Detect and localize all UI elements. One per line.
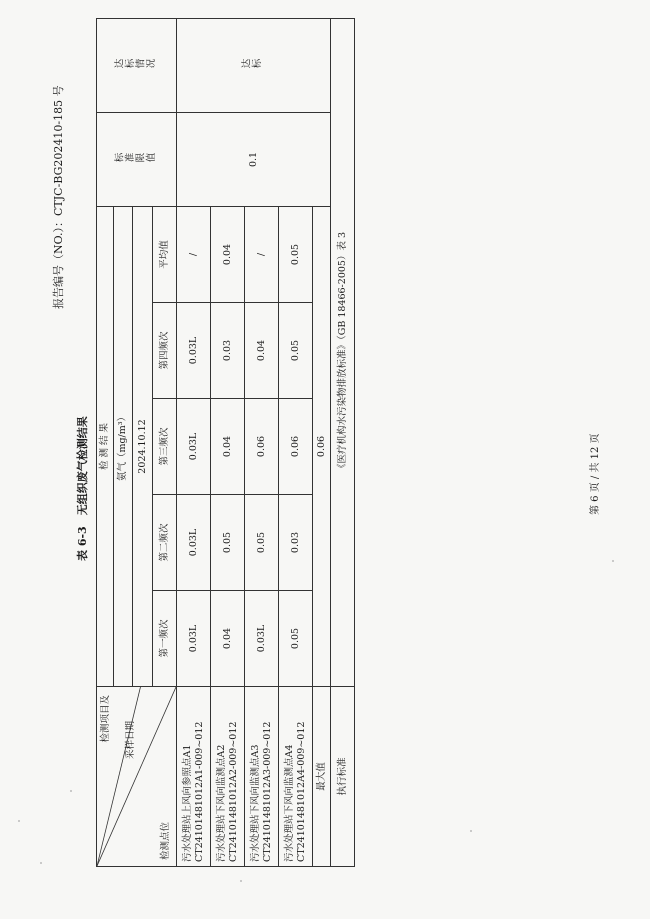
value-cell: / bbox=[177, 206, 211, 302]
freq-header-1: 第一频次 bbox=[153, 591, 177, 687]
max-value: 0.06 bbox=[313, 206, 331, 686]
table-title: 表 6-3 无组织废气检测结果 bbox=[76, 416, 89, 561]
pollutant-header: 氨气（mg/m³） bbox=[114, 206, 133, 686]
standard-label: 执行标准 bbox=[331, 687, 355, 867]
avg-header: 平均值 bbox=[153, 206, 177, 302]
diagonal-header-cell bbox=[97, 687, 177, 867]
freq-header-2: 第二频次 bbox=[153, 495, 177, 591]
limit-header: 标准限值 bbox=[97, 112, 177, 206]
value-cell: 0.03L bbox=[245, 591, 279, 687]
standard-value: 《医疗机构水污染物排放标准》（GB 18466-2005）表 3 bbox=[331, 18, 355, 686]
point-cell: 污水处理站下风向监测点A2 CT24101481012A2-009~012 bbox=[211, 687, 245, 867]
table-row bbox=[177, 18, 211, 866]
value-cell: 0.04 bbox=[211, 591, 245, 687]
value-cell: / bbox=[245, 206, 279, 302]
diag-label-date: 采样日期 bbox=[125, 721, 136, 760]
limit-value: 0.1 bbox=[177, 112, 331, 206]
value-cell: 0.04 bbox=[211, 399, 245, 495]
value-cell: 0.05 bbox=[245, 495, 279, 591]
point-cell: 污水处理站下风向监测点A4 CT24101481012A4-009~012 bbox=[279, 687, 313, 867]
page-footer: 第 6 页 / 共 12 页 bbox=[590, 433, 601, 515]
value-cell: 0.03L bbox=[177, 495, 211, 591]
result-header: 检 测 结 果 bbox=[97, 206, 114, 686]
point-cell: 污水处理站下风向监测点A3 CT24101481012A3-009~012 bbox=[245, 687, 279, 867]
value-cell: 0.06 bbox=[245, 399, 279, 495]
value-cell: 0.06 bbox=[279, 399, 313, 495]
value-cell: 0.03 bbox=[211, 303, 245, 399]
freq-header-3: 第三频次 bbox=[153, 399, 177, 495]
status-header: 达标情况 bbox=[97, 18, 177, 112]
value-cell: 0.04 bbox=[245, 303, 279, 399]
freq-header-4: 第四频次 bbox=[153, 303, 177, 399]
diag-label-project: 检测项目及 bbox=[100, 695, 111, 743]
report-number: 报告编号（NO.）：CTJC-BG202410-185 号 bbox=[52, 85, 65, 309]
max-label: 最大值 bbox=[313, 687, 331, 867]
value-cell: 0.05 bbox=[279, 206, 313, 302]
diag-label-point: 检测点位 bbox=[160, 821, 172, 860]
results-table bbox=[96, 18, 355, 867]
value-cell: 0.05 bbox=[279, 591, 313, 687]
value-cell: 0.04 bbox=[211, 206, 245, 302]
value-cell: 0.03L bbox=[177, 399, 211, 495]
status-value: 达标 bbox=[177, 18, 331, 112]
point-cell: 污水处理站上风向参照点A1 CT24101481012A1-009~012 bbox=[177, 687, 211, 867]
value-cell: 0.03L bbox=[177, 303, 211, 399]
standard-row bbox=[331, 18, 355, 866]
sampling-date: 2024.10.12 bbox=[133, 206, 153, 686]
value-cell: 0.03 bbox=[279, 495, 313, 591]
value-cell: 0.05 bbox=[211, 495, 245, 591]
value-cell: 0.03L bbox=[177, 591, 211, 687]
value-cell: 0.05 bbox=[279, 303, 313, 399]
